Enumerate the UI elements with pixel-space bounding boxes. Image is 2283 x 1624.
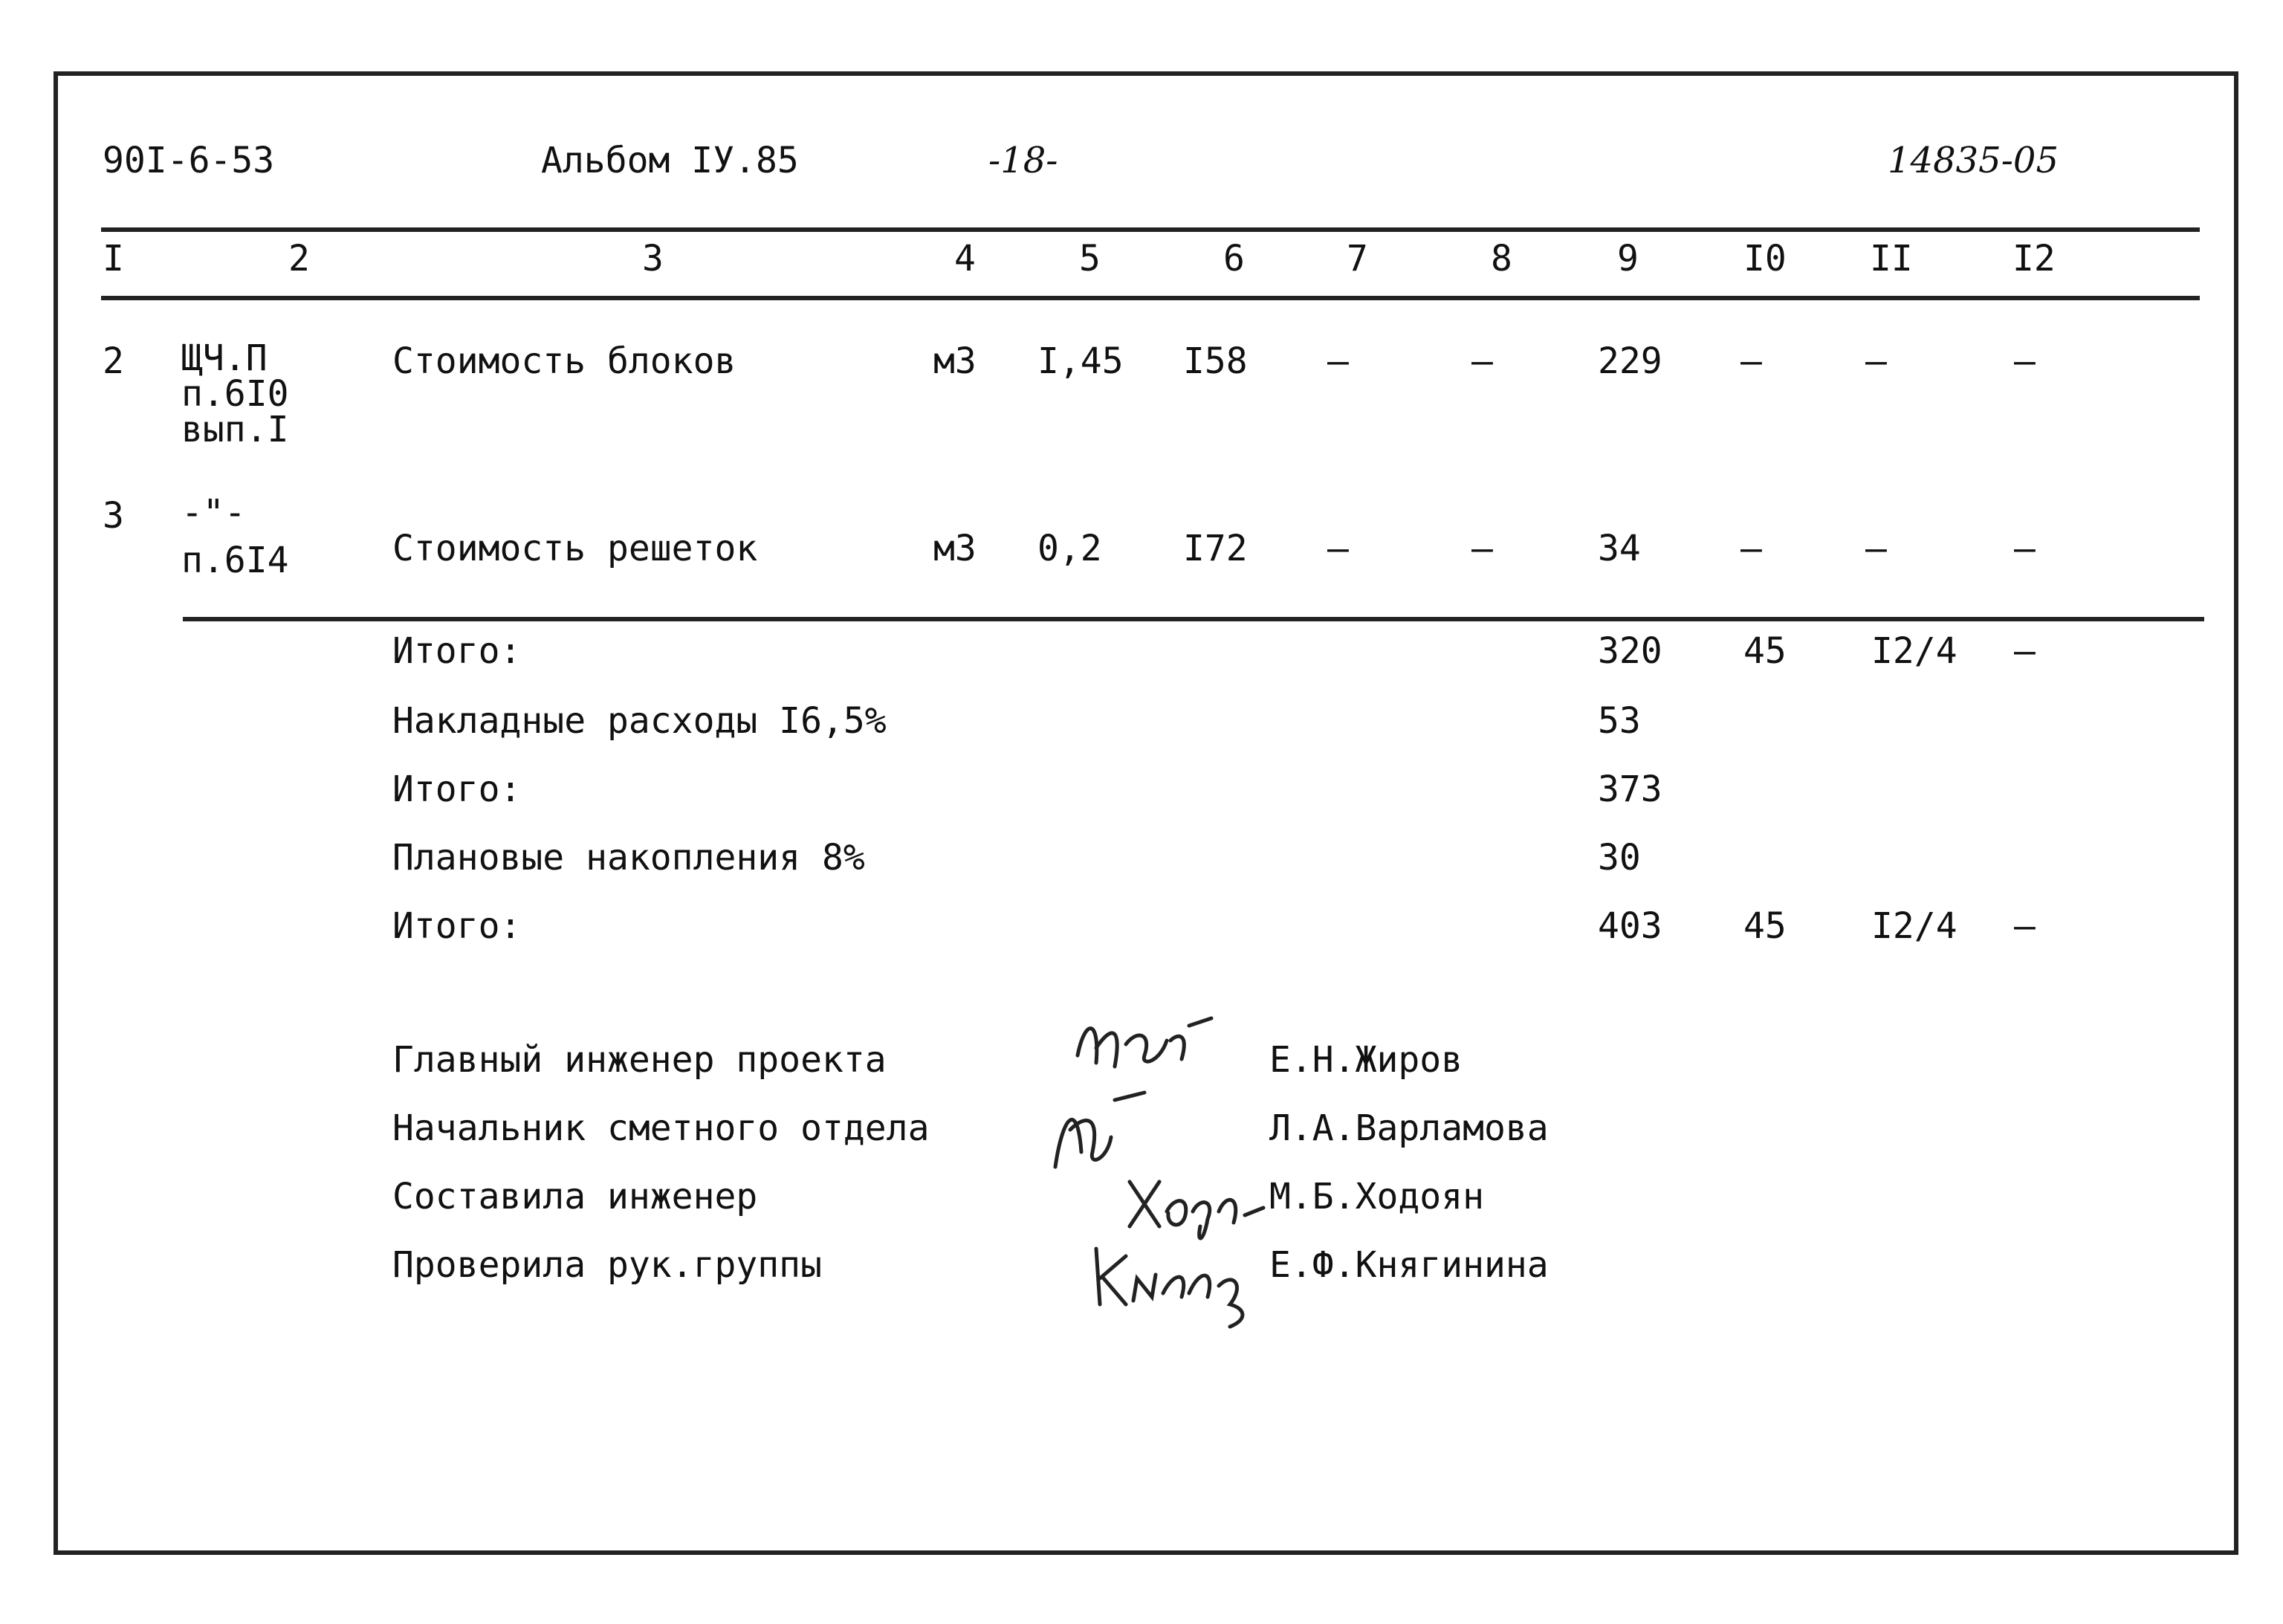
signer-name: М.Б.Ходоян [1269,1176,1484,1217]
ref-line: п.6I0 [181,373,289,415]
row-cell: – [1471,528,1493,569]
table-top-rule [101,227,2200,232]
ref-line: вып.I [181,409,289,450]
document-code: 90I-6-53 [103,140,275,181]
row-unit: м3 [933,340,977,382]
ref-line: -"- [181,492,246,534]
signer-role: Начальник сметного отдела [392,1107,930,1149]
album-label: Альбом IУ.85 [541,140,799,181]
row-unit: м3 [933,528,977,569]
totals-rule [183,617,2204,621]
totals-label: Итого: [392,630,522,672]
ref-line: п.6I4 [181,540,289,581]
row-reference [181,492,289,581]
totals-label: Итого: [392,905,522,947]
signer-name: Е.Ф.Княгинина [1269,1244,1549,1286]
totals-value: 45 [1743,630,1787,672]
row-price: I72 [1183,528,1248,569]
row-quantity: I,45 [1037,340,1124,382]
totals-label: Плановые накопления 8% [392,837,865,879]
row-name: Стоимость решеток [392,528,758,569]
row-quantity: 0,2 [1037,528,1102,569]
row-cell: – [1327,528,1349,569]
row-cell: – [2014,340,2036,382]
column-header: I0 [1743,238,1787,279]
totals-label: Накладные расходы I6,5% [392,700,887,742]
totals-value: 373 [1598,769,1662,810]
row-cell: – [1865,340,1887,382]
row-cell: – [1740,528,1762,569]
totals-label: Итого: [392,769,522,810]
signer-role: Составила инженер [392,1176,758,1217]
column-header: 3 [642,238,664,279]
document-number: 14835-05 [1888,140,2059,181]
row-price: I58 [1183,340,1248,382]
totals-value: I2/4 [1871,905,1957,947]
totals-value: – [2014,630,2036,672]
row-number: 2 [103,340,124,382]
row-reference [181,337,289,450]
totals-value: I2/4 [1871,630,1957,672]
row-cell: – [2014,528,2036,569]
signer-role: Проверила рук.группы [392,1244,822,1286]
signer-role: Главный инженер проекта [392,1039,887,1081]
totals-value: 320 [1598,630,1662,672]
row-cell: – [1327,340,1349,382]
column-header: 7 [1347,238,1368,279]
row-total: 34 [1598,528,1641,569]
page-frame [54,71,2238,1555]
page-number: -18- [988,140,1058,181]
column-header: 2 [288,238,310,279]
row-name: Стоимость блоков [392,340,736,382]
column-header: I [103,238,124,279]
signer-name: Е.Н.Жиров [1269,1039,1463,1081]
signer-name: Л.А.Варламова [1269,1107,1549,1149]
row-cell: – [1471,340,1493,382]
column-header: I2 [2012,238,2056,279]
table-header-rule [101,296,2200,300]
ref-line: ЩЧ.П [181,337,268,379]
totals-value: 403 [1598,905,1662,947]
column-header: 5 [1079,238,1101,279]
signature-mark-1 [1070,1003,1234,1085]
totals-value: 30 [1598,837,1641,879]
signature-mark-4 [1085,1234,1263,1330]
row-total: 229 [1598,340,1662,382]
totals-value: 53 [1598,700,1641,742]
row-number: 3 [103,495,124,537]
column-header: 6 [1223,238,1245,279]
row-cell: – [1740,340,1762,382]
column-header: 8 [1491,238,1512,279]
column-header: II [1870,238,1913,279]
column-header: 4 [954,238,976,279]
column-header: 9 [1617,238,1639,279]
totals-value: 45 [1743,905,1787,947]
row-cell: – [1865,528,1887,569]
totals-value: – [2014,905,2036,947]
